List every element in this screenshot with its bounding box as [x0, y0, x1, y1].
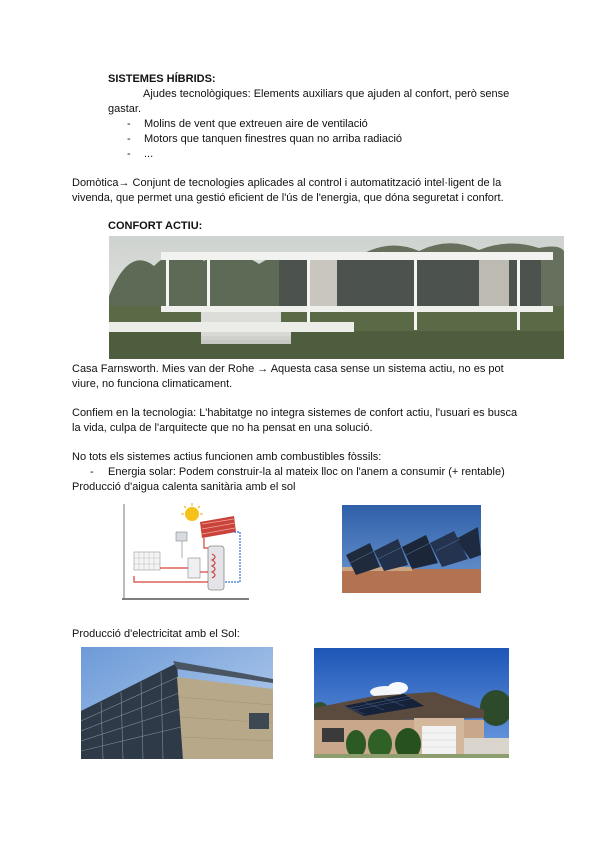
hybrid-intro-line2: gastar.	[108, 103, 142, 115]
house-with-solar-panels-photo	[314, 648, 509, 758]
hybrid-heading: SISTEMES HÍBRIDS:	[108, 73, 216, 85]
farnsworth-caption-line2: viure, no funciona climaticament.	[72, 378, 233, 390]
bullet-dash: -	[127, 133, 131, 145]
hybrid-bullet-3: ...	[144, 148, 154, 160]
domotica-line2: vivenda, que permet una gestió eficient de l'ús de l'energia, que dóna seguretat i confort.	[72, 192, 504, 204]
active-heading: CONFORT ACTIU:	[108, 220, 203, 232]
hybrid-bullet-1: Molins de vent que extreuen aire de ventilació	[144, 118, 368, 130]
hybrid-intro-line1: Ajudes tecnològiques: Elements auxiliars que ajuden al confort, però sense	[143, 88, 510, 100]
photovoltaic-facade-photo	[81, 647, 273, 759]
hybrid-bullet-2: Motors que tanquen finestres quan no arriba radiació	[144, 133, 403, 145]
solar-hot-water-diagram	[122, 502, 249, 602]
solar-energy-bullet: Energia solar: Podem construir-la al mateix lloc on l'anem a consumir (+ rentable)	[108, 466, 505, 478]
technology-line2: la vida, culpa de l'arquitecte que no ha pensat en una solució.	[72, 422, 373, 434]
farnsworth-house-photo	[109, 236, 564, 359]
technology-line1: Confiem en la tecnologia: L'habitatge no integra sistemes de confort actiu, l'usuari es busca	[72, 407, 518, 419]
electricity-line: Producció d'electricitat amb el Sol:	[72, 628, 240, 640]
bullet-dash: -	[127, 118, 131, 130]
hot-water-line: Producció d'aigua calenta sanitària amb el sol	[72, 481, 296, 493]
farnsworth-caption-line1: Casa Farnsworth. Mies van der Rohe → Aquesta casa sense un sistema actiu, no es pot	[72, 363, 504, 375]
solar-thermal-panels-photo	[342, 505, 481, 593]
domotica-line1: Domòtica→ Conjunt de tecnologies aplicades al control i automatització intel·ligent de la	[72, 177, 502, 189]
bullet-dash: -	[90, 466, 94, 478]
fossil-fuels-line: No tots els sistemes actius funcionen amb combustibles fòssils:	[72, 451, 382, 463]
bullet-dash: -	[127, 148, 131, 160]
